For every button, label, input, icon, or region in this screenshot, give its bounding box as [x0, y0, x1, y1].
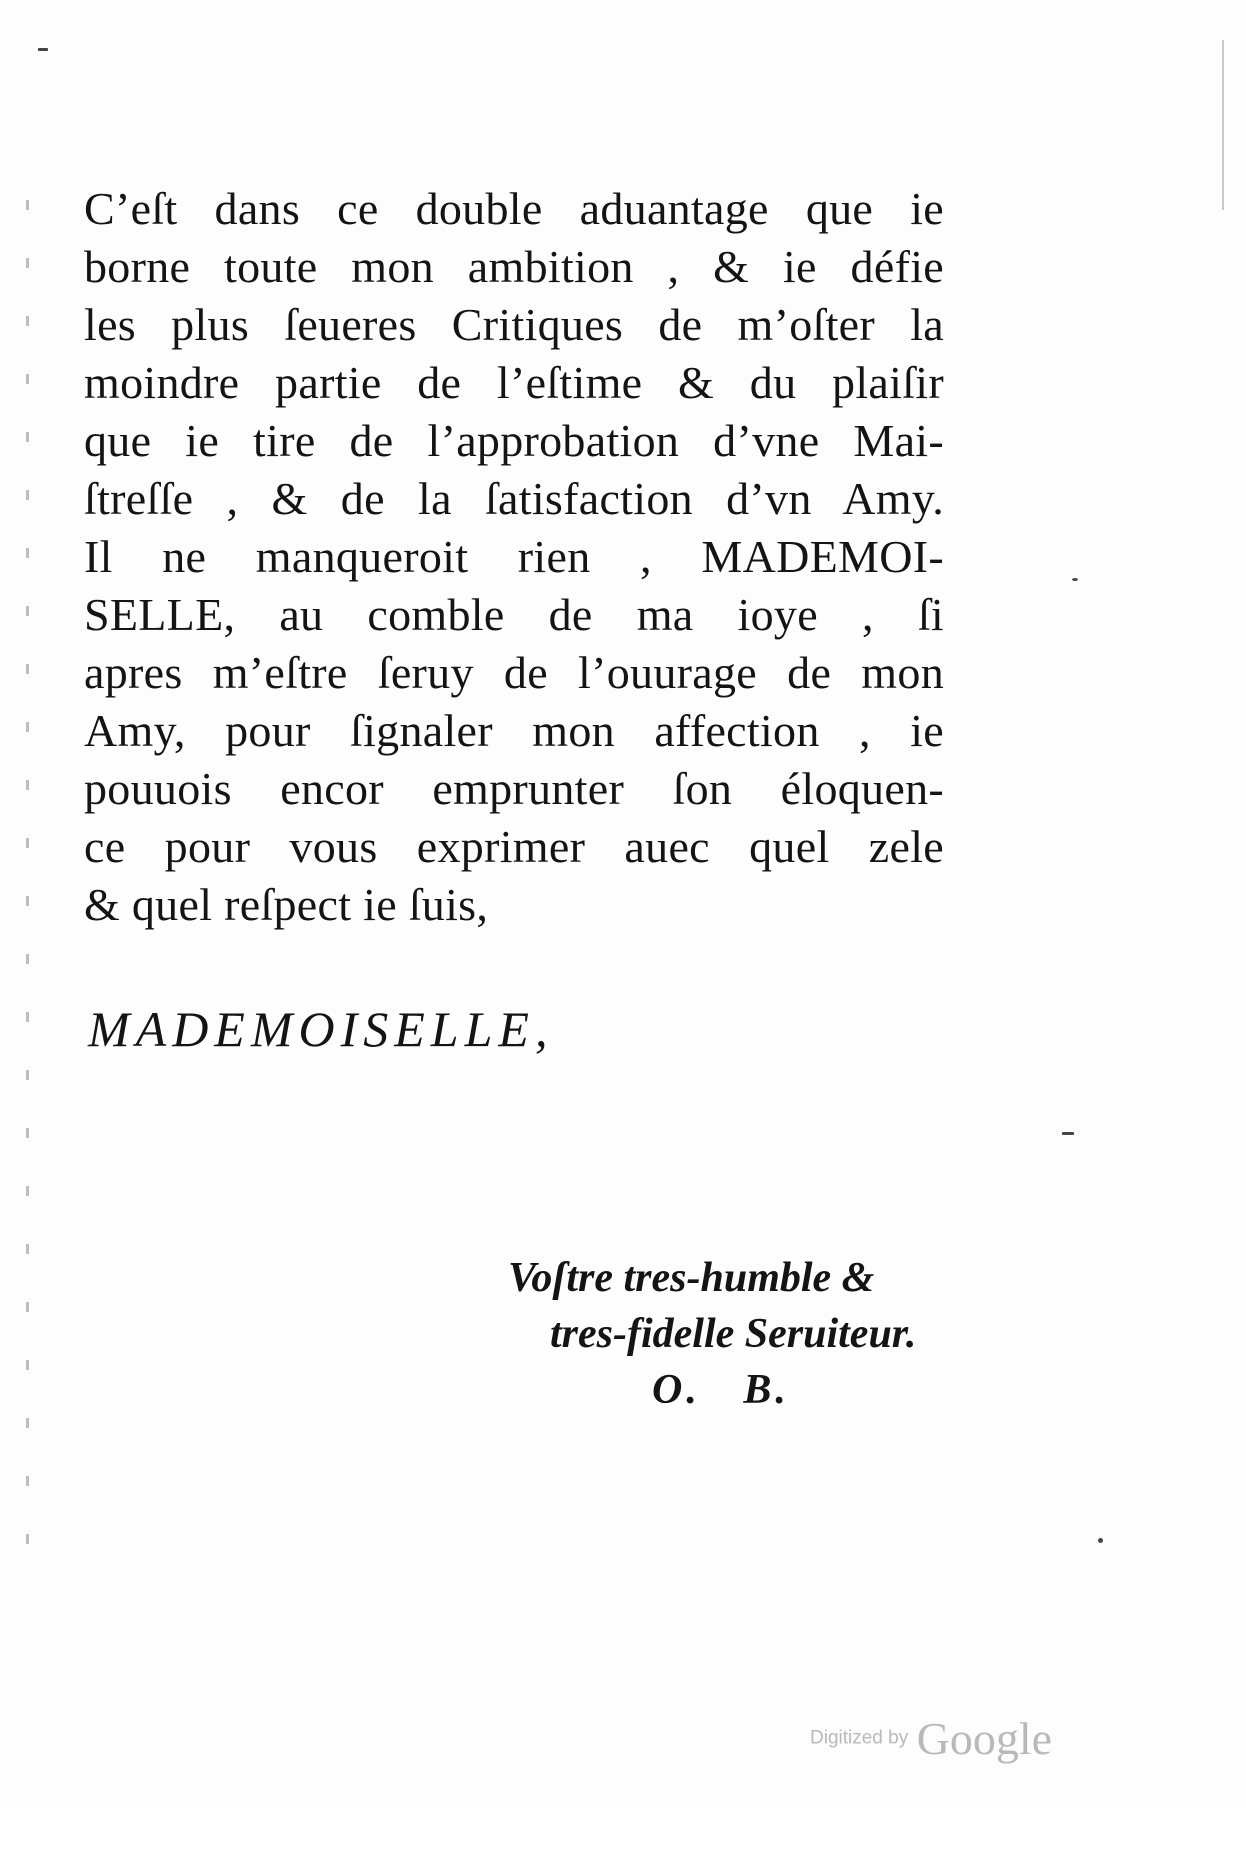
body-line: SELLE, au comble de ma ioye , ſi	[84, 589, 944, 640]
ink-speck	[1098, 1538, 1103, 1543]
body-line: Amy, pour ſignaler mon affection , ie	[84, 705, 944, 756]
salutation: MADEMOISELLE,	[88, 1001, 554, 1057]
signature-line: tres-fidelle Seruiteur.	[550, 1311, 917, 1357]
signature-line: Voſtre tres-humble &	[508, 1255, 875, 1301]
body-line: apres m’eſtre ſeruy de l’ouurage de mon	[84, 647, 944, 698]
ink-speck	[1072, 578, 1078, 581]
body-line: & quel reſpect ie ſuis,	[84, 879, 489, 930]
digitized-watermark	[810, 1712, 1052, 1765]
body-line: ſtreſſe , & de la ſatisfaction d’vn Amy.	[84, 473, 944, 524]
watermark-brand: Google	[916, 1713, 1053, 1764]
body-line: moindre partie de l’eſtime & du plaiſir	[84, 357, 944, 408]
ink-speck	[38, 48, 48, 51]
gutter-marks	[18, 200, 42, 1850]
ink-speck	[1062, 1132, 1074, 1135]
body-line: Il ne manqueroit rien , MADEMOI-	[84, 531, 944, 582]
signature-block	[500, 1250, 920, 1418]
page-edge-rule	[1222, 40, 1224, 210]
body-line: les plus ſeueres Critiques de m’oſter la	[84, 299, 944, 350]
body-line: que ie tire de l’approbation d’vne Mai-	[84, 415, 944, 466]
body-line: C’eſt dans ce double aduantage que ie	[84, 183, 944, 234]
body-line: pouuois encor emprunter ſon éloquen-	[84, 763, 944, 814]
letter-body	[84, 180, 944, 934]
body-line: ce pour vous exprimer auec quel zele	[84, 821, 944, 872]
body-line: borne toute mon ambition , & ie défie	[84, 241, 944, 292]
signature-initials: O. B.	[652, 1367, 790, 1413]
watermark-prefix: Digitized by	[810, 1727, 909, 1749]
